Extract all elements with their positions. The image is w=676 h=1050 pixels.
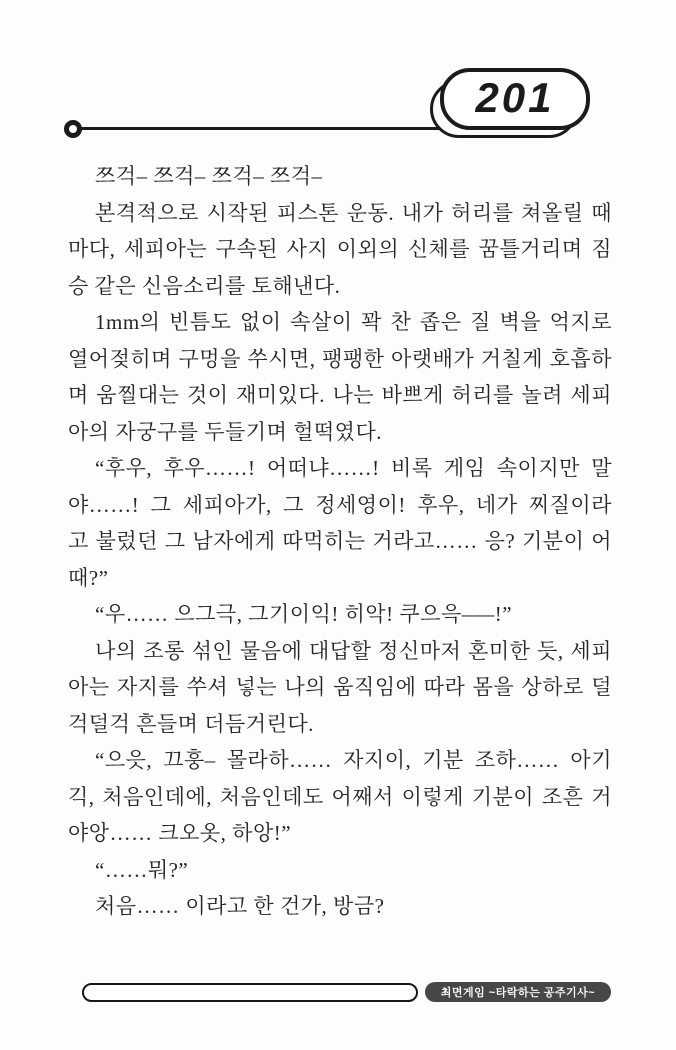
body-text (68, 158, 612, 925)
text-line: 야……! 그 세피아가, 그 정세영이! 후우, 네가 찌질이라 (68, 492, 612, 517)
text-line: 본격적으로 시작된 피스톤 운동. 내가 허리를 쳐올릴 때 (95, 200, 612, 225)
text-line: 처음…… 이라고 한 건가, 방금? (95, 894, 385, 918)
page-number-capsule (440, 68, 590, 130)
text-line: 긱, 처음인데에, 처음인데도 어째서 이렇게 기분이 조흔 거 (68, 784, 612, 809)
text-line: 쯔걱– 쯔걱– 쯔걱– 쯔걱– (95, 164, 323, 188)
text-line: 며 움찔대는 것이 재미있다. 나는 바쁘게 허리를 놀려 세피 (68, 383, 612, 407)
page-number-badge (430, 68, 592, 148)
text-line: 승 같은 신음소리를 토해낸다. (68, 273, 341, 298)
text-line: 야앙…… 크오옷, 하앙!” (68, 821, 292, 845)
text-line: 마다, 세피아는 구속된 사지 이외의 신체를 꿈틀거리며 짐 (68, 237, 612, 261)
text-line: 고 불렀던 그 남자에게 따먹히는 거라고…… 응? 기분이 어 (68, 529, 612, 553)
text-line: 나의 조롱 섞인 물음에 대답할 정신마저 혼미한 듯, 세피 (95, 638, 612, 663)
text-line: 1mm의 빈틈도 없이 속살이 꽉 찬 좁은 질 벽을 억지로 (95, 310, 612, 334)
text-line: 때?” (68, 565, 109, 590)
header-leader-line (78, 127, 450, 130)
text-line: “으읏, 끄훙– 몰라하…… 자지이, 기분 조하…… 아기 (95, 748, 612, 772)
series-title-badge (425, 982, 611, 1002)
text-line: “……뭐?” (95, 857, 189, 882)
text-line: “우…… 으그극, 그기이익! 히악! 쿠으윽–––!” (95, 602, 513, 626)
footer-pill-outline (82, 983, 418, 1002)
text-line: 아는 자지를 쑤셔 넣는 나의 움직임에 따라 몸을 상하로 덜 (68, 675, 612, 699)
text-line: 열어젖히며 구멍을 쑤시면, 팽팽한 아랫배가 거칠게 호흡하 (68, 346, 612, 371)
text-line: 걱덜걱 흔들며 더듬거린다. (68, 711, 314, 736)
text-line: “후우, 후우……! 어떠냐……! 비록 게임 속이지만 말 (95, 456, 612, 480)
text-line: 아의 자궁구를 두들기며 헐떡였다. (68, 419, 383, 444)
page-number: 201 (475, 74, 555, 121)
series-title: 최면게임 ~타락하는 공주기사~ (440, 987, 596, 999)
